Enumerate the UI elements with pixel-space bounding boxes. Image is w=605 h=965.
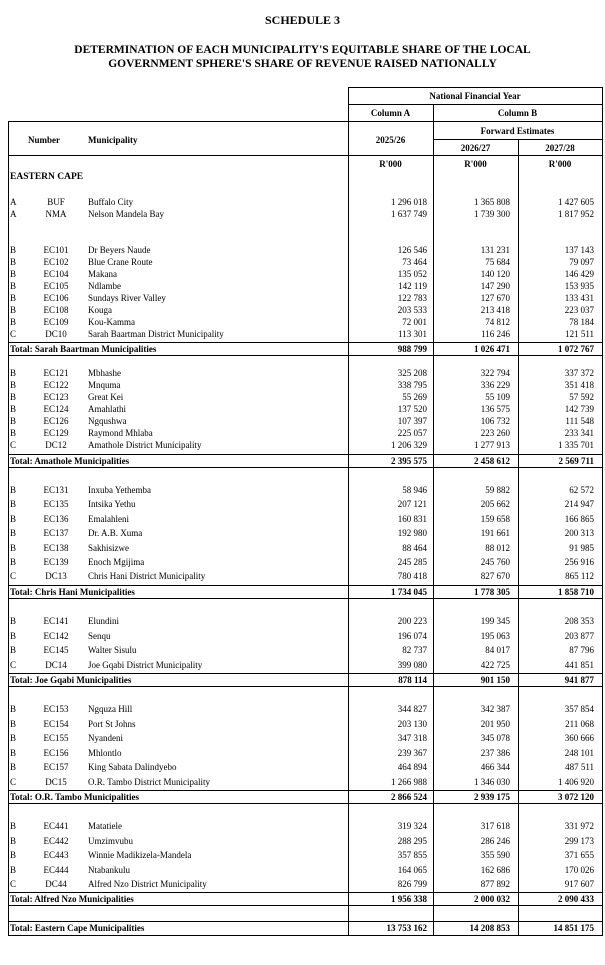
header-rule xyxy=(348,87,602,88)
row-rule xyxy=(8,686,602,687)
value-2025-26: 135 052 xyxy=(397,269,427,279)
municipality-code: EC444 xyxy=(43,864,69,875)
municipality-category: C xyxy=(10,659,17,670)
municipality-name: Makana xyxy=(88,269,117,279)
value-2027-28: 211 068 xyxy=(565,718,594,729)
value-2027-28: 233 341 xyxy=(564,428,594,438)
municipality-category: B xyxy=(10,485,17,495)
municipality-category: B xyxy=(10,850,17,860)
municipality-name: Dr. A.B. Xuma xyxy=(88,528,143,539)
value-2027-28: 62 572 xyxy=(569,485,594,495)
value-2025-26: 203 130 xyxy=(397,718,427,729)
municipality-code: EC124 xyxy=(43,404,69,414)
municipality-name: Port St Johns xyxy=(88,718,136,729)
value-2026-27: 237 386 xyxy=(480,747,510,758)
value-2026-27: 191 661 xyxy=(480,528,510,539)
municipality-name: Sakhisizwe xyxy=(88,542,129,553)
grand-total-label: Total: Eastern Cape Municipalities xyxy=(10,923,145,933)
municipality-name: Sundays River Valley xyxy=(88,293,166,303)
national-financial-year-header: National Financial Year xyxy=(429,91,521,101)
value-2025-26: 1 637 749 xyxy=(391,209,427,220)
unit-label-col-a: R'000 xyxy=(379,159,402,169)
municipality-category: B xyxy=(10,416,17,426)
value-2025-26: 225 057 xyxy=(397,428,427,438)
total-2027-28: 1 858 710 xyxy=(558,587,594,597)
value-2025-26: 73 464 xyxy=(402,257,427,267)
municipality-category: A xyxy=(10,209,17,220)
value-2025-26: 207 121 xyxy=(397,499,427,510)
municipality-category: C xyxy=(10,571,17,582)
value-2025-26: 239 367 xyxy=(397,747,427,758)
district-total-label: Total: Amathole Municipalities xyxy=(10,456,130,466)
total-2025-26: 988 799 xyxy=(397,344,427,354)
municipality-name: Ngquza Hill xyxy=(88,704,133,714)
municipality-code: EC153 xyxy=(43,704,69,714)
value-2027-28: 337 372 xyxy=(564,368,594,378)
value-2027-28: 153 935 xyxy=(564,281,594,291)
value-2027-28: 1 335 701 xyxy=(558,440,594,450)
value-2025-26: 347 318 xyxy=(397,733,427,743)
grand-total-2025-26: 13 753 162 xyxy=(386,923,427,933)
total-2026-27: 2 000 032 xyxy=(474,894,510,904)
value-2025-26: 107 397 xyxy=(397,416,427,426)
municipality-category: B xyxy=(10,392,17,402)
municipality-name: O.R. Tambo District Municipality xyxy=(88,776,210,787)
municipality-category: B xyxy=(10,513,17,524)
value-2025-26: 319 324 xyxy=(397,821,427,831)
column-rule xyxy=(602,87,603,936)
municipality-code: DC44 xyxy=(45,879,67,889)
value-2025-26: 113 301 xyxy=(398,329,427,339)
year-2027-28-header: 2027/28 xyxy=(545,143,575,153)
value-2027-28: 142 739 xyxy=(564,404,594,414)
municipality-name: Dr Beyers Naude xyxy=(88,245,151,255)
municipality-category: B xyxy=(10,305,17,315)
value-2026-27: 205 662 xyxy=(480,499,510,510)
municipality-category: B xyxy=(10,718,17,729)
municipality-name: Great Kei xyxy=(88,392,124,402)
value-2026-27: 213 418 xyxy=(480,305,510,315)
municipality-category: B xyxy=(10,542,17,553)
municipality-name: Sarah Baartman District Municipality xyxy=(88,329,224,339)
value-2027-28: 79 097 xyxy=(569,257,594,267)
value-2026-27: 336 229 xyxy=(480,380,510,390)
value-2025-26: 55 269 xyxy=(402,392,427,402)
municipality-category: B xyxy=(10,257,17,267)
municipality-name: Mhlontlo xyxy=(88,747,122,758)
value-2026-27: 286 246 xyxy=(480,835,510,846)
value-2027-28: 170 026 xyxy=(564,864,594,875)
province-heading: EASTERN CAPE xyxy=(10,172,84,182)
value-2025-26: 122 783 xyxy=(397,293,427,303)
district-total-label: Total: O.R. Tambo Municipalities xyxy=(10,792,139,802)
row-rule xyxy=(8,355,602,356)
value-2026-27: 106 732 xyxy=(480,416,510,426)
value-2026-27: 1 277 913 xyxy=(474,440,510,450)
municipality-name: Amathole District Municipality xyxy=(88,440,202,450)
municipality-code: EC141 xyxy=(43,616,69,626)
value-2027-28: 1 406 920 xyxy=(558,776,594,787)
municipality-category: B xyxy=(10,380,17,390)
municipality-category: B xyxy=(10,645,17,655)
row-rule xyxy=(8,467,602,468)
value-2026-27: 88 012 xyxy=(485,542,510,553)
municipality-code: EC135 xyxy=(43,499,69,510)
municipality-code: EC142 xyxy=(43,630,69,641)
municipality-code: EC442 xyxy=(43,835,69,846)
value-2026-27: 466 344 xyxy=(480,762,510,772)
subtitle-line-1: DETERMINATION OF EACH MUNICIPALITY'S EQUITABLE SHARE OF THE LOCAL xyxy=(74,44,531,56)
value-2027-28: 137 143 xyxy=(564,245,594,255)
value-2026-27: 147 290 xyxy=(480,281,510,291)
value-2027-28: 146 429 xyxy=(564,269,594,279)
total-2025-26: 2 866 524 xyxy=(391,792,427,802)
value-2027-28: 1 817 952 xyxy=(558,209,594,220)
district-total-label: Total: Chris Hani Municipalities xyxy=(10,587,135,597)
municipality-category: B xyxy=(10,281,17,291)
municipality-name: Intsika Yethu xyxy=(88,499,136,510)
unit-label-col-b2: R'000 xyxy=(548,159,572,169)
value-2025-26: 160 831 xyxy=(397,513,427,524)
unit-label-col-b1: R'000 xyxy=(464,159,487,169)
value-2026-27: 195 063 xyxy=(480,630,510,641)
municipality-code: DC14 xyxy=(45,659,67,670)
municipality-category: B xyxy=(10,428,17,438)
municipality-name: Winnie Madikizela-Mandela xyxy=(88,850,192,860)
municipality-code: EC136 xyxy=(43,513,69,524)
total-2026-27: 2 939 175 xyxy=(474,792,510,802)
total-2026-27: 1 026 471 xyxy=(474,344,510,354)
municipality-category: B xyxy=(10,704,17,714)
municipality-name: Inxuba Yethemba xyxy=(88,485,151,495)
value-2025-26: 344 827 xyxy=(397,704,427,714)
value-2025-26: 464 894 xyxy=(397,762,427,772)
value-2027-28: 57 592 xyxy=(569,392,594,402)
value-2026-27: 84 017 xyxy=(485,645,510,655)
municipality-code: EC108 xyxy=(43,305,69,315)
value-2025-26: 192 980 xyxy=(397,528,427,539)
total-2025-26: 2 395 575 xyxy=(391,456,427,466)
row-rule xyxy=(8,803,602,804)
row-rule xyxy=(8,935,602,936)
municipality-code: EC109 xyxy=(43,317,69,327)
value-2027-28: 371 655 xyxy=(564,850,594,860)
value-2026-27: 116 246 xyxy=(481,329,510,339)
municipality-code: EC104 xyxy=(43,269,69,279)
value-2026-27: 422 725 xyxy=(480,659,510,670)
value-2025-26: 1 296 018 xyxy=(391,197,427,207)
municipality-category: B xyxy=(10,821,17,831)
municipality-code: EC156 xyxy=(43,747,69,758)
municipality-name: Kou-Kamma xyxy=(88,317,135,327)
municipality-category: B xyxy=(10,630,17,641)
municipality-category: B xyxy=(10,528,17,539)
municipality-name: Raymond Mhlaba xyxy=(88,428,153,438)
value-2026-27: 245 760 xyxy=(480,557,510,567)
municipality-name: Amahlathi xyxy=(88,404,126,414)
municipality-code: EC137 xyxy=(43,528,69,539)
value-2027-28: 111 548 xyxy=(565,416,594,426)
row-rule xyxy=(8,905,602,906)
municipality-code: EC122 xyxy=(43,380,69,390)
municipality-category: B xyxy=(10,557,17,567)
municipality-code: EC129 xyxy=(43,428,69,438)
total-2025-26: 878 114 xyxy=(398,675,427,685)
value-2025-26: 72 001 xyxy=(402,317,427,327)
forward-estimates-header: Forward Estimates xyxy=(480,126,555,136)
total-2027-28: 3 072 120 xyxy=(558,792,594,802)
value-2026-27: 1 739 300 xyxy=(474,209,510,220)
municipality-code: EC101 xyxy=(43,245,69,255)
value-2026-27: 877 892 xyxy=(480,879,510,889)
value-2026-27: 1 365 808 xyxy=(474,197,510,207)
municipality-name: Nyandeni xyxy=(88,733,123,743)
municipality-code: EC121 xyxy=(43,368,69,378)
header-rule xyxy=(348,104,602,105)
municipality-code: BUF xyxy=(47,197,65,207)
number-header: Number xyxy=(28,135,60,145)
municipality-category: C xyxy=(10,440,17,450)
value-2026-27: 127 670 xyxy=(480,293,510,303)
value-2027-28: 223 037 xyxy=(564,305,594,315)
value-2027-28: 78 184 xyxy=(569,317,594,327)
total-2027-28: 941 877 xyxy=(564,675,594,685)
value-2025-26: 1 266 988 xyxy=(391,776,427,787)
municipality-code: DC10 xyxy=(45,329,67,339)
value-2027-28: 357 854 xyxy=(564,704,594,714)
value-2025-26: 164 065 xyxy=(397,864,427,875)
value-2025-26: 245 285 xyxy=(397,557,427,567)
municipality-name: Alfred Nzo District Municipality xyxy=(88,879,207,889)
municipality-name: Buffalo City xyxy=(88,197,134,207)
municipality-code: EC441 xyxy=(43,821,69,831)
municipality-category: C xyxy=(10,879,17,889)
municipality-code: EC145 xyxy=(43,645,69,655)
schedule-subtitle xyxy=(0,43,605,71)
value-2025-26: 82 737 xyxy=(402,645,427,655)
value-2025-26: 338 795 xyxy=(397,380,427,390)
value-2027-28: 865 112 xyxy=(565,571,594,582)
value-2025-26: 200 223 xyxy=(397,616,427,626)
value-2025-26: 137 520 xyxy=(397,404,427,414)
column-rule xyxy=(518,139,519,936)
value-2027-28: 208 353 xyxy=(564,616,594,626)
value-2025-26: 780 418 xyxy=(397,571,427,582)
municipality-category: B xyxy=(10,747,17,758)
municipality-name: Elundini xyxy=(88,616,119,626)
municipality-category: B xyxy=(10,269,17,279)
municipality-category: B xyxy=(10,762,17,772)
municipality-code: NMA xyxy=(45,209,67,220)
value-2026-27: 317 618 xyxy=(480,821,510,831)
header-rule xyxy=(8,121,602,122)
value-2026-27: 74 812 xyxy=(485,317,510,327)
column-rule xyxy=(433,104,434,936)
municipality-code: EC157 xyxy=(43,762,69,772)
municipality-category: B xyxy=(10,317,17,327)
column-rule xyxy=(8,121,9,936)
value-2025-26: 88 464 xyxy=(402,542,427,553)
value-2027-28: 166 865 xyxy=(564,513,594,524)
municipality-code: EC131 xyxy=(43,485,69,495)
municipality-category: B xyxy=(10,733,17,743)
value-2025-26: 399 080 xyxy=(397,659,427,670)
value-2026-27: 136 575 xyxy=(480,404,510,414)
value-2025-26: 826 799 xyxy=(397,879,427,889)
column-b-header: Column B xyxy=(497,108,538,118)
value-2027-28: 248 101 xyxy=(564,747,594,758)
total-2027-28: 2 569 711 xyxy=(558,456,594,466)
municipality-category: B xyxy=(10,835,17,846)
district-total-label: Total: Sarah Baartman Municipalities xyxy=(10,344,157,354)
total-2025-26: 1 956 338 xyxy=(391,894,427,904)
municipality-name: Ntabankulu xyxy=(88,864,130,875)
municipality-category: C xyxy=(10,776,17,787)
column-a-header: Column A xyxy=(370,108,411,118)
municipality-code: DC15 xyxy=(45,776,67,787)
municipality-category: B xyxy=(10,404,17,414)
municipality-category: B xyxy=(10,293,17,303)
municipality-category: A xyxy=(10,197,17,207)
municipality-name: Senqu xyxy=(88,630,111,641)
municipality-name: King Sabata Dalindyebo xyxy=(88,762,177,772)
value-2026-27: 345 078 xyxy=(480,733,510,743)
value-2025-26: 357 855 xyxy=(397,850,427,860)
value-2026-27: 199 345 xyxy=(480,616,510,626)
subtitle-line-2: GOVERNMENT SPHERE'S SHARE OF REVENUE RAISED NATIONALLY xyxy=(108,58,497,70)
municipality-code: EC155 xyxy=(43,733,69,743)
municipality-code: EC102 xyxy=(43,257,69,267)
municipality-header: Municipality xyxy=(88,135,138,145)
municipality-name: Enoch Mgijima xyxy=(88,557,145,567)
municipality-code: EC106 xyxy=(43,293,69,303)
value-2025-26: 203 533 xyxy=(397,305,427,315)
value-2027-28: 87 796 xyxy=(569,645,594,655)
municipality-code: EC105 xyxy=(43,281,69,291)
value-2025-26: 196 074 xyxy=(397,630,427,641)
value-2025-26: 288 295 xyxy=(397,835,427,846)
municipality-name: Matatiele xyxy=(88,821,122,831)
value-2027-28: 487 511 xyxy=(565,762,594,772)
municipality-category: B xyxy=(10,245,17,255)
value-2027-28: 133 431 xyxy=(564,293,594,303)
year-2025-26-header: 2025/26 xyxy=(375,135,406,145)
value-2027-28: 200 313 xyxy=(564,528,594,539)
grand-total-2027-28: 14 851 175 xyxy=(553,923,594,933)
value-2025-26: 1 206 329 xyxy=(391,440,427,450)
value-2027-28: 441 851 xyxy=(564,659,594,670)
column-rule xyxy=(348,87,349,936)
value-2027-28: 351 418 xyxy=(564,380,594,390)
value-2026-27: 159 658 xyxy=(480,513,510,524)
value-2026-27: 827 670 xyxy=(480,571,510,582)
municipality-code: EC123 xyxy=(43,392,69,402)
municipality-name: Joe Gqabi District Municipality xyxy=(88,659,203,670)
value-2027-28: 91 985 xyxy=(569,542,594,553)
municipality-name: Mnquma xyxy=(88,380,121,390)
municipality-code: EC139 xyxy=(43,557,69,567)
municipality-code: EC154 xyxy=(43,718,69,729)
value-2027-28: 214 947 xyxy=(564,499,594,510)
municipality-category: B xyxy=(10,499,17,510)
total-2026-27: 901 150 xyxy=(480,675,510,685)
municipality-code: EC138 xyxy=(43,542,69,553)
municipality-name: Walter Sisulu xyxy=(88,645,137,655)
value-2026-27: 131 231 xyxy=(480,245,510,255)
value-2027-28: 331 972 xyxy=(564,821,594,831)
value-2025-26: 126 546 xyxy=(397,245,427,255)
municipality-name: Ndlambe xyxy=(88,281,121,291)
value-2026-27: 223 260 xyxy=(480,428,510,438)
municipality-name: Blue Crane Route xyxy=(88,257,153,267)
value-2027-28: 256 916 xyxy=(564,557,594,567)
value-2025-26: 325 208 xyxy=(397,368,427,378)
value-2026-27: 59 882 xyxy=(485,485,510,495)
municipality-category: C xyxy=(10,329,17,339)
municipality-name: Emalahleni xyxy=(88,513,129,524)
total-2026-27: 2 458 612 xyxy=(474,456,510,466)
schedule-title: SCHEDULE 3 xyxy=(264,13,341,27)
municipality-name: Ngqushwa xyxy=(88,416,127,426)
district-total-label: Total: Alfred Nzo Municipalities xyxy=(10,894,134,904)
total-2027-28: 1 072 767 xyxy=(558,344,594,354)
total-2025-26: 1 734 045 xyxy=(391,587,427,597)
municipality-category: B xyxy=(10,368,17,378)
municipality-name: Kouga xyxy=(88,305,112,315)
municipality-code: EC126 xyxy=(43,416,69,426)
value-2025-26: 58 946 xyxy=(402,485,427,495)
value-2026-27: 55 109 xyxy=(485,392,510,402)
value-2027-28: 203 877 xyxy=(564,630,594,641)
district-total-label: Total: Joe Gqabi Municipalities xyxy=(10,675,132,685)
municipality-name: Chris Hani District Municipality xyxy=(88,571,206,582)
header-rule xyxy=(8,155,602,156)
value-2026-27: 1 346 030 xyxy=(474,776,510,787)
municipality-name: Nelson Mandela Bay xyxy=(88,209,164,220)
row-rule xyxy=(8,598,602,599)
value-2027-28: 299 173 xyxy=(564,835,594,846)
municipality-code: DC13 xyxy=(45,571,67,582)
value-2026-27: 342 387 xyxy=(480,704,510,714)
municipality-name: Umzimvubu xyxy=(88,835,133,846)
value-2026-27: 322 794 xyxy=(480,368,510,378)
value-2026-27: 75 684 xyxy=(485,257,510,267)
value-2026-27: 201 950 xyxy=(480,718,510,729)
value-2025-26: 142 119 xyxy=(398,281,427,291)
municipality-code: EC443 xyxy=(43,850,69,860)
value-2026-27: 355 590 xyxy=(480,850,510,860)
municipality-code: DC12 xyxy=(45,440,67,450)
municipality-category: B xyxy=(10,864,17,875)
value-2027-28: 121 511 xyxy=(565,329,594,339)
municipality-category: B xyxy=(10,616,17,626)
grand-total-2026-27: 14 208 853 xyxy=(469,923,510,933)
total-2027-28: 2 090 433 xyxy=(558,894,594,904)
value-2026-27: 140 120 xyxy=(480,269,510,279)
value-2027-28: 1 427 605 xyxy=(558,197,594,207)
total-2026-27: 1 778 305 xyxy=(474,587,510,597)
year-2026-27-header: 2026/27 xyxy=(460,143,491,153)
municipality-name: Mbhashe xyxy=(88,368,121,378)
value-2027-28: 917 607 xyxy=(564,879,594,889)
value-2026-27: 162 686 xyxy=(480,864,510,875)
value-2027-28: 360 666 xyxy=(564,733,594,743)
